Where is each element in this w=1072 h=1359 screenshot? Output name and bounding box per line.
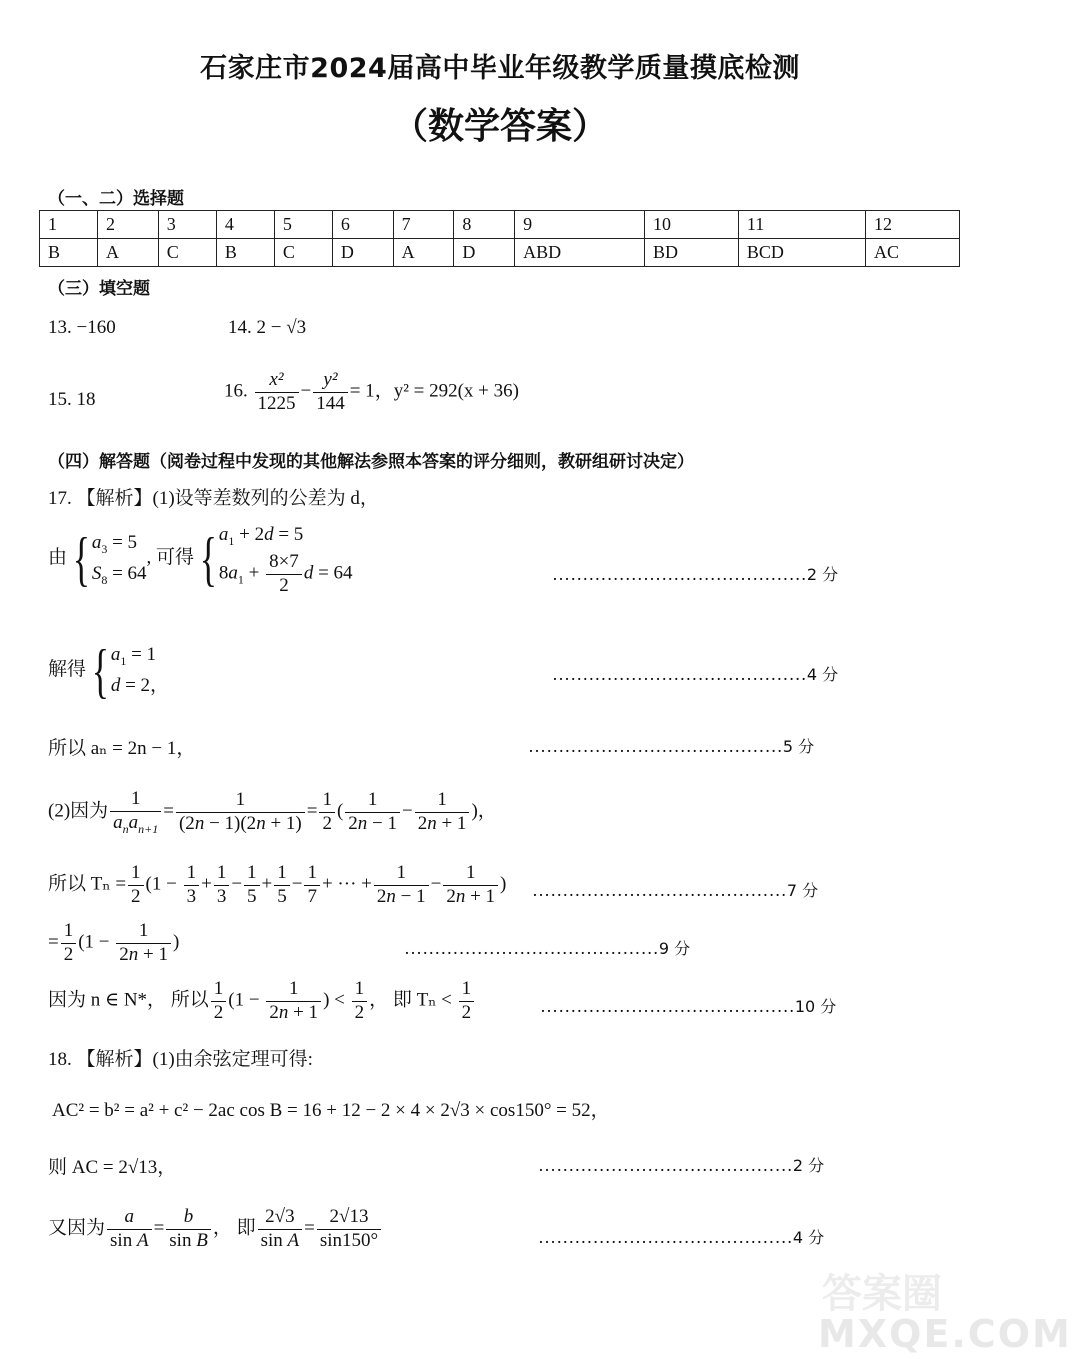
table-cell: 11	[738, 211, 865, 239]
leader-dots: ……………………………………	[404, 938, 659, 958]
score-line	[528, 734, 814, 757]
score-label: 5 分	[782, 737, 815, 756]
table-cell: D	[332, 239, 393, 267]
watermark: MXQE.COM	[818, 1312, 1072, 1356]
table-cell: D	[454, 239, 515, 267]
table-cell: C	[274, 239, 332, 267]
text: , 可得	[146, 547, 195, 569]
q18-heading: 18. 【解析】(1)由余弦定理可得:	[48, 1049, 313, 1070]
text: 由	[48, 547, 68, 569]
watermark-cn: 答案圈	[822, 1271, 942, 1317]
score-line	[538, 1225, 824, 1248]
q17-heading: 17. 【解析】(1)设等差数列的公差为 d，	[48, 488, 379, 509]
q17-line-1: 由{ $a_3 = 5$ $S_8 = 64$ , 可得{ $a_1 + 2d = 5$ $8a_1$ + $\frac{8\times 7}{2}$ d = 64	[48, 524, 353, 596]
q18-line-2: 则 AC = 2√13，	[48, 1157, 177, 1178]
answer-15: 15. 18	[48, 389, 96, 410]
table-cell: A	[393, 239, 454, 267]
score-line	[540, 994, 836, 1017]
score-label: 4 分	[792, 1228, 825, 1247]
table-cell: 2	[98, 211, 159, 239]
score-label: 9 分	[658, 939, 691, 958]
answer-14	[228, 317, 306, 339]
choice-answer-table	[39, 210, 960, 267]
table-cell: BCD	[738, 239, 865, 267]
text: 解得	[48, 659, 87, 681]
q18-line-3: 又因为 $\frac{a}{\text{sin A}}$ = $\frac{b}{\text{sin B}}$ ， 即 $\frac{2√3}{\text{sin A}}$ = $\frac{2√13}{\sin 150^\circ}$	[48, 1206, 383, 1253]
score-label: 10 分	[794, 997, 837, 1016]
text: 因为 n ∈ N*， 所以	[48, 989, 209, 1011]
table-cell: A	[98, 239, 159, 267]
table-cell: BD	[644, 239, 738, 267]
answer-16: 16. $\frac{\text{x²}}{1225}$ − $\frac{\text{y²}}{144}$ = 1，y² = 292(x + 36)	[224, 369, 519, 414]
q17-line-3: 所以 aₙ = 2n − 1，	[48, 738, 196, 759]
table-cell: B	[40, 239, 98, 267]
table-cell: B	[216, 239, 274, 267]
table-cell: 3	[158, 211, 216, 239]
fraction: $\frac{\text{x²}}{1225}$	[255, 369, 299, 416]
table-cell: 10	[644, 211, 738, 239]
answer-16-label: 16.	[224, 380, 248, 402]
leader-dots: ……………………………………	[552, 664, 807, 684]
answer-14-value: 2 − √3	[256, 317, 307, 338]
q17-line-6: = $\frac{1}{2}$ (1 − $\frac{1}{2n + 1}$ )	[48, 920, 180, 965]
text: ， 即	[212, 1217, 256, 1239]
score-line	[552, 562, 838, 585]
text: ， 即 Tₙ <	[369, 989, 452, 1011]
q17-line-5: 所以 Tₙ = $\frac{1}{2}$ (1 − $\frac{1}{3}$ + $\frac{1}{3}$ − $\frac{1}{5}$ + $\frac{1}{5}$ − $\frac{1}{7}$ + ··· + $\frac{1}{2n - 1}$ − $\frac{1}{2n + 1}$ )	[48, 862, 507, 907]
text: 所以 Tₙ =	[48, 873, 127, 895]
score-label: 2 分	[806, 565, 839, 584]
score-line	[404, 936, 690, 959]
page-title: 石家庄市2024届高中毕业年级教学质量摸底检测	[200, 53, 800, 84]
section-fill: （三）填空题	[48, 279, 150, 299]
score-label: 4 分	[806, 665, 839, 684]
answer-13: 13. −160	[48, 317, 116, 338]
fraction: $\frac{\text{y²}}{144}$	[313, 369, 348, 416]
leader-dots: ……………………………………	[528, 736, 783, 756]
text: 又因为	[48, 1217, 106, 1239]
section-choice: （一、二）选择题	[48, 189, 184, 209]
q17-line-7: 因为 n ∈ N*， 所以 $\frac{1}{2}$ (1 − $\frac{1}{2n + 1}$ ) < $\frac{1}{2}$ ， 即 Tₙ < $\frac{1}{2}$	[48, 978, 476, 1025]
table-cell: ABD	[515, 239, 645, 267]
page-subtitle: （数学答案）	[391, 106, 608, 147]
text: (2)因为	[48, 800, 109, 822]
table-cell: 12	[865, 211, 959, 239]
score-line	[552, 662, 838, 685]
table-cell: 5	[274, 211, 332, 239]
table-cell: 9	[515, 211, 645, 239]
table-row-numbers	[40, 211, 960, 239]
table-cell: 7	[393, 211, 454, 239]
table-row-answers	[40, 239, 960, 267]
q18-line-1: AC² = b² = a² + c² − 2ac cos B = 16 + 12 − 2 × 4 × 2√3 × cos150° = 52，	[52, 1100, 610, 1121]
q17-line-4: (2)因为 $\frac{1}{a_na_{n+1}}$ = $\frac{1}{(2n - 1)(2n + 1)}$ = $\frac{1}{2}$ ( $\frac{1}{2n - 1}$ − $\frac{1}{2n + 1}$ )，	[48, 788, 497, 836]
table-cell: AC	[865, 239, 959, 267]
score-line	[532, 878, 818, 901]
score-label: 7 分	[786, 881, 819, 900]
table-cell: C	[158, 239, 216, 267]
leader-dots: ……………………………………	[538, 1227, 793, 1247]
table-cell: 1	[40, 211, 98, 239]
score-line	[538, 1153, 824, 1176]
table-cell: 6	[332, 211, 393, 239]
table-cell: 4	[216, 211, 274, 239]
leader-dots: ……………………………………	[540, 996, 795, 1016]
table-cell: 8	[454, 211, 515, 239]
answer-14-label: 14.	[228, 317, 252, 338]
q17-line-2: 解得{ $a_1 = 1$ d = 2，	[48, 637, 170, 704]
leader-dots: ……………………………………	[532, 880, 787, 900]
answer-16-eq2: ，y² = 292(x + 36)	[374, 380, 519, 402]
leader-dots: ……………………………………	[538, 1155, 793, 1175]
leader-dots: ……………………………………	[552, 564, 807, 584]
score-label: 2 分	[792, 1156, 825, 1175]
section-solve: （四）解答题（阅卷过程中发现的其他解法参照本答案的评分细则，教研组研讨决定）	[48, 452, 694, 472]
